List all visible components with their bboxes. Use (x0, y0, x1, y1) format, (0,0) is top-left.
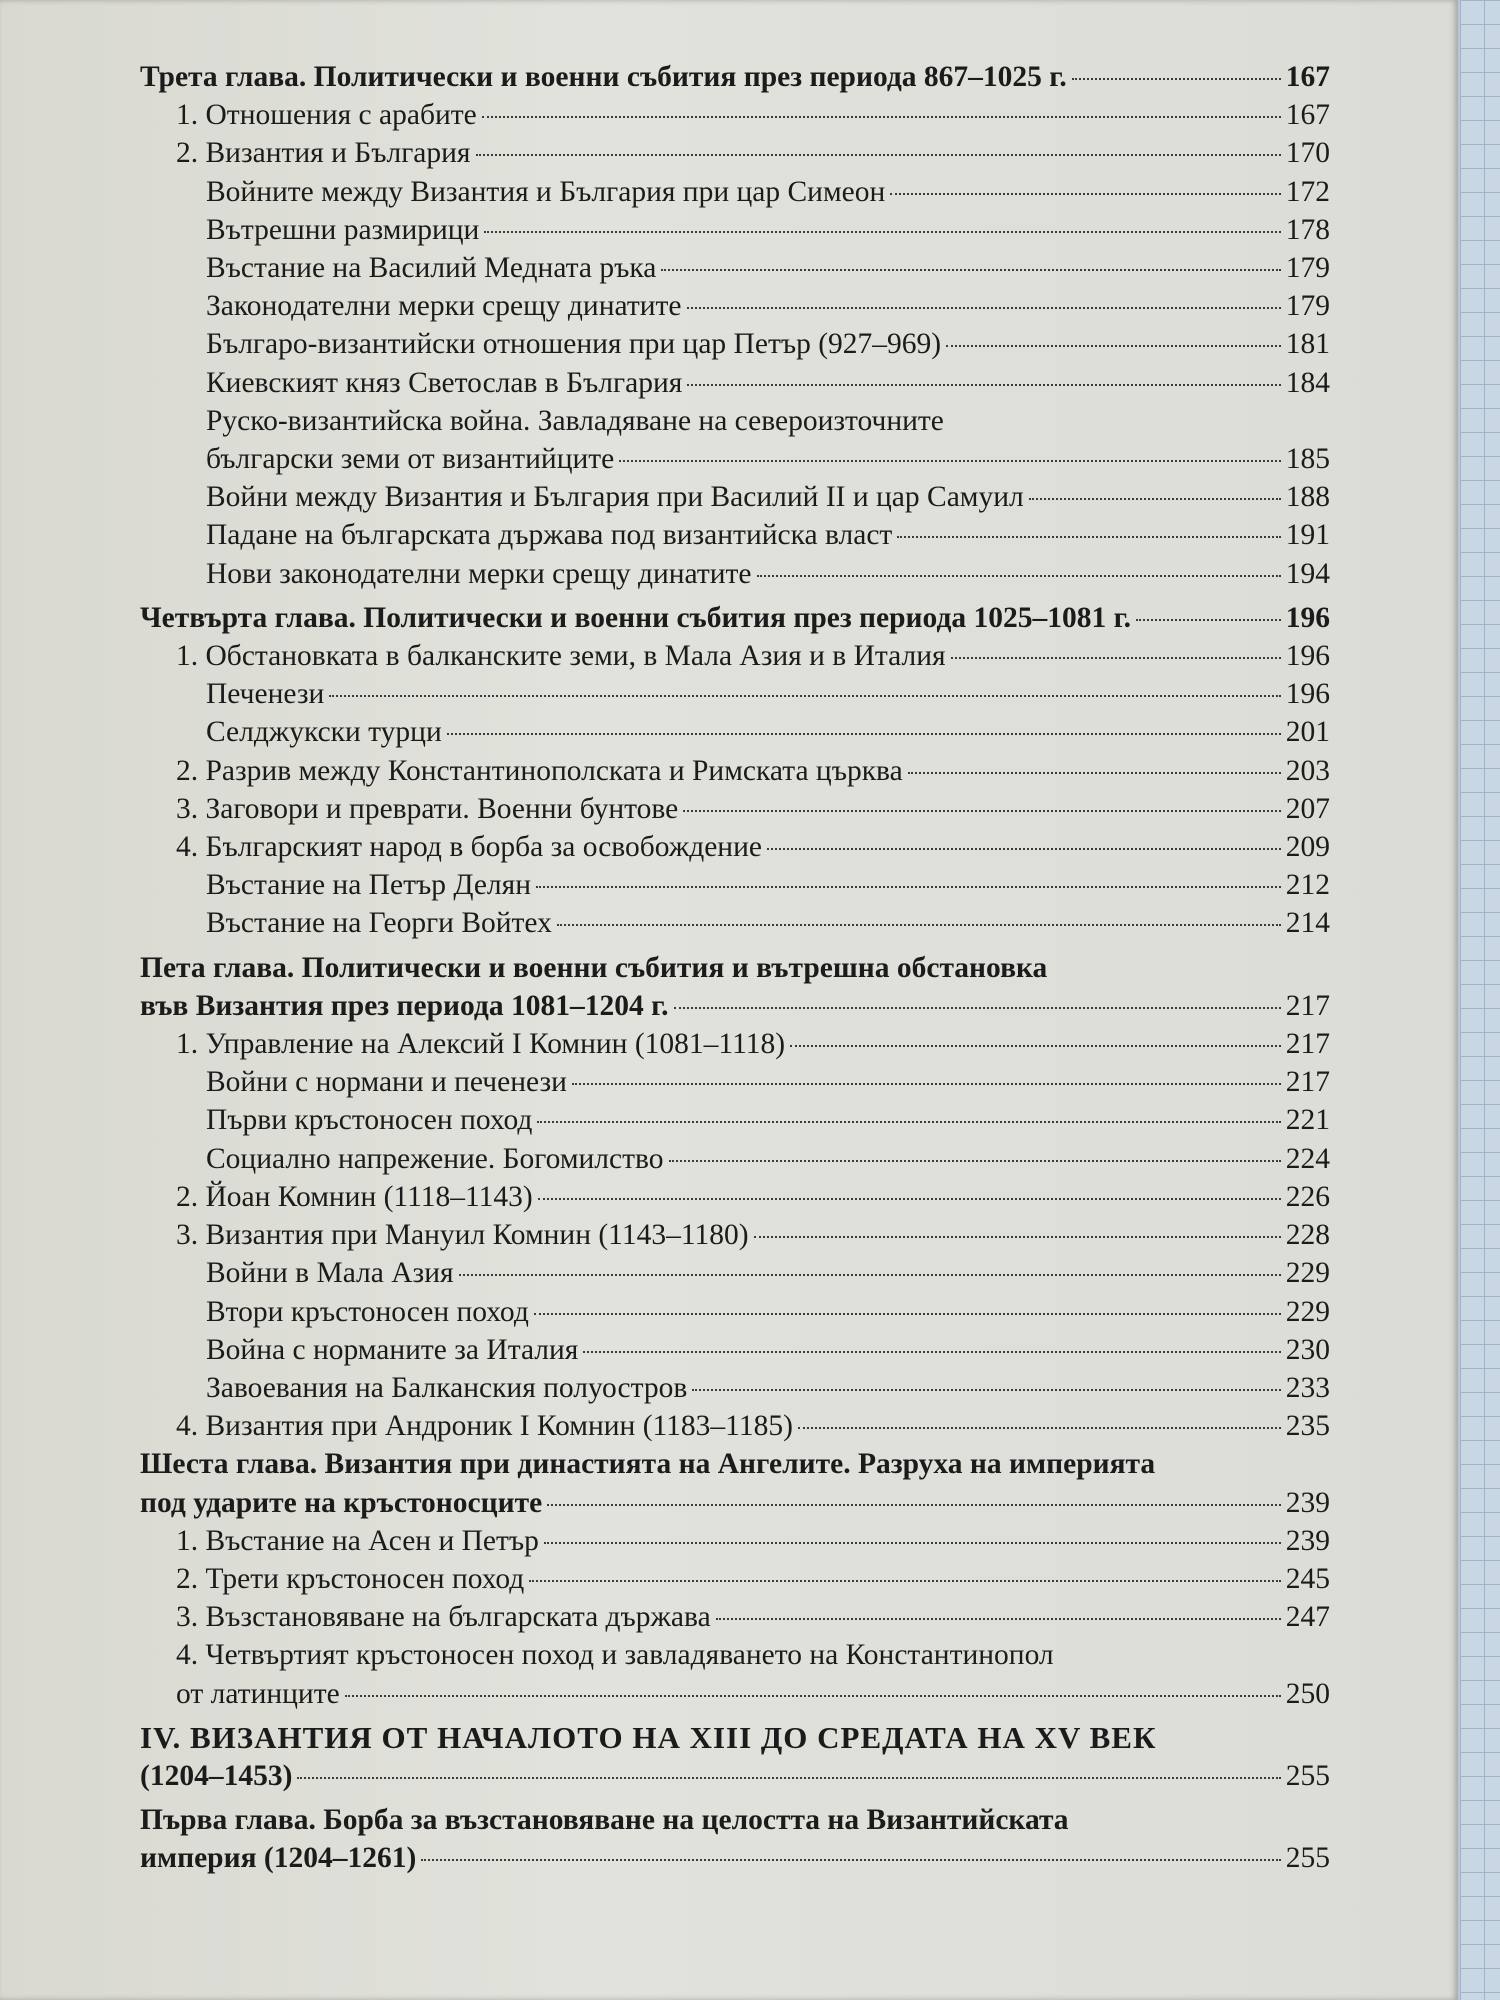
chapter-heading (140, 58, 1330, 96)
dot-leader (1029, 498, 1281, 500)
page-number: 170 (1285, 137, 1330, 170)
page-number: 214 (1285, 907, 1330, 940)
dot-leader (687, 307, 1281, 309)
toc-entry (140, 173, 1330, 211)
dot-leader (687, 384, 1280, 386)
dot-leader (536, 886, 1281, 888)
toc-entry (140, 637, 1330, 675)
entry-title: 1. Обстановката в балканските земи, в Мала Азия и в Италия (176, 640, 946, 673)
part-title: (1204–1453) (140, 1759, 293, 1792)
page-number: 221 (1285, 1104, 1330, 1137)
page-number: 194 (1285, 557, 1330, 590)
page-number: 167 (1285, 99, 1330, 132)
dot-leader (537, 1121, 1280, 1123)
dot-leader (421, 1859, 1280, 1861)
chapter-heading (140, 1484, 1330, 1522)
page-number: 217 (1285, 1066, 1330, 1099)
dot-leader (482, 116, 1281, 118)
page-number: 191 (1285, 519, 1330, 552)
entry-title: 4. Византия при Андроник I Комнин (1183–1185) (176, 1410, 793, 1443)
entry-title: Киевският княз Светослав в България (206, 366, 683, 399)
dot-leader (544, 1542, 1281, 1544)
page-number: 217 (1285, 1028, 1330, 1061)
page-number: 226 (1285, 1180, 1330, 1213)
page-number: 181 (1285, 328, 1330, 361)
page-number: 245 (1285, 1562, 1330, 1595)
chapter-heading (140, 599, 1330, 637)
chapter-heading (140, 1839, 1330, 1877)
toc-entry (140, 1140, 1330, 1178)
dot-leader (529, 1580, 1280, 1582)
toc-entry (140, 1063, 1330, 1101)
chapter-title: Трета глава. Политически и военни събития през периода 867–1025 г. (140, 61, 1067, 93)
toc-entry (140, 828, 1330, 866)
toc-entry (140, 1369, 1330, 1407)
dot-leader (908, 772, 1281, 774)
toc-entry (140, 1560, 1330, 1598)
page-number: 203 (1285, 754, 1330, 787)
dot-leader (683, 810, 1281, 812)
toc-entry (140, 790, 1330, 828)
page-number: 235 (1285, 1410, 1330, 1443)
dot-leader (1072, 78, 1281, 80)
toc-entry (140, 713, 1330, 751)
page-number: 172 (1285, 175, 1330, 208)
dot-leader (534, 1313, 1281, 1315)
page-number: 184 (1285, 366, 1330, 399)
toc-entry (140, 1254, 1330, 1292)
page-number: 255 (1285, 1842, 1330, 1875)
entry-title: Социално напрежение. Богомилство (206, 1142, 664, 1175)
page-number: 196 (1285, 640, 1330, 673)
toc-entry (140, 555, 1330, 593)
dot-leader (619, 460, 1280, 462)
toc-entry (140, 904, 1330, 942)
entry-title: Законодателни мерки срещу динатите (206, 290, 682, 323)
toc-entry (140, 1407, 1330, 1445)
toc-entry (140, 1331, 1330, 1369)
entry-title: Войни с нормани и печенези (206, 1066, 567, 1099)
dot-leader (790, 1045, 1281, 1047)
entry-title: Въстание на Георги Войтех (206, 907, 552, 940)
toc-entry (140, 866, 1330, 904)
dot-leader (669, 1160, 1281, 1162)
dot-leader (572, 1083, 1281, 1085)
chapter-title-line: Първа глава. Борба за възстановяване на целостта на Византийската (140, 1804, 1069, 1837)
page-number: 207 (1285, 792, 1330, 825)
toc-entry (140, 249, 1330, 287)
dot-leader (329, 695, 1280, 697)
page-number: 230 (1285, 1333, 1330, 1366)
dot-leader (447, 733, 1281, 735)
page-number: 196 (1285, 678, 1330, 711)
entry-title-line: Руско-византийска война. Завладяване на североизточните (206, 404, 944, 437)
entry-title: Печенези (206, 678, 325, 711)
toc-entry (140, 516, 1330, 554)
entry-title: Българо-византийски отношения при цар Петър (927–969) (206, 328, 942, 361)
entry-title: Войните между Византия и България при цар Симеон (206, 175, 886, 208)
entry-title: Войни между Византия и България при Василий II и цар Самуил (206, 481, 1024, 514)
dot-leader (538, 1198, 1281, 1200)
dot-leader (583, 1351, 1280, 1353)
entry-title: от латинците (176, 1677, 340, 1710)
page-number: 217 (1285, 989, 1330, 1022)
entry-title: Завоевания на Балканския полуостров (206, 1371, 688, 1404)
entry-title: 2. Византия и България (176, 137, 471, 170)
entry-title: 3. Заговори и преврати. Военни бунтове (176, 792, 679, 825)
page-number: 228 (1285, 1219, 1330, 1252)
entry-title: Нови законодателни мерки срещу динатите (206, 557, 752, 590)
entry-title-line: 4. Четвъртият кръстоносен поход и завладяването на Константинопол (176, 1639, 1054, 1672)
entry-title: 2. Йоан Комнин (1118–1143) (176, 1180, 533, 1213)
toc-entry (140, 134, 1330, 172)
page-number: 233 (1285, 1371, 1330, 1404)
dot-leader (767, 848, 1281, 850)
toc-entry (140, 1178, 1330, 1216)
chapter-title-line: Пета глава. Политически и военни събития и вътрешна обстановка (140, 951, 1048, 984)
dot-leader (459, 1274, 1281, 1276)
chapter-title-line: Шеста глава. Византия при династията на Ангелите. Разруха на империята (140, 1448, 1156, 1481)
toc-entry (140, 364, 1330, 402)
dot-leader (757, 575, 1281, 577)
entry-title: Война с норманите за Италия (206, 1333, 579, 1366)
chapter-heading (140, 987, 1330, 1025)
page-number: 250 (1285, 1677, 1330, 1710)
entry-title: български земи от византийците (206, 443, 615, 476)
entry-title: Войни в Мала Азия (206, 1257, 454, 1290)
dot-leader (661, 269, 1280, 271)
toc-entry (140, 287, 1330, 325)
entry-title: Въстание на Василий Медната ръка (206, 252, 657, 285)
dot-leader (476, 154, 1281, 156)
dot-leader (297, 1777, 1280, 1779)
toc-entry (140, 1101, 1330, 1139)
dot-leader (484, 231, 1280, 233)
dot-leader (557, 924, 1281, 926)
page-number: 209 (1285, 831, 1330, 864)
toc-entry (140, 325, 1330, 363)
toc-entry (140, 211, 1330, 249)
page-number: 179 (1285, 252, 1330, 285)
toc-entry (140, 1216, 1330, 1254)
page-number: 179 (1285, 290, 1330, 323)
page-number: 224 (1285, 1142, 1330, 1175)
dot-leader (716, 1618, 1281, 1620)
chapter-title: във Византия през периода 1081–1204 г. (140, 989, 669, 1022)
toc-entry (140, 752, 1330, 790)
dot-leader (754, 1236, 1281, 1238)
dot-leader (674, 1007, 1281, 1009)
chapter-title: под ударите на кръстоносците (140, 1486, 543, 1519)
dot-leader (692, 1389, 1280, 1391)
chapter-title: империя (1204–1261) (140, 1842, 417, 1875)
page-number: 212 (1285, 869, 1330, 902)
page-number: 255 (1285, 1759, 1330, 1792)
toc-entry (140, 1025, 1330, 1063)
entry-title: 1. Управление на Алексий I Комнин (1081–1118) (176, 1028, 786, 1061)
page-number: 201 (1285, 716, 1330, 749)
dot-leader (951, 657, 1281, 659)
toc-entry (140, 1675, 1330, 1713)
dot-leader (946, 345, 1281, 347)
entry-title: 1. Въстание на Асен и Петър (176, 1524, 539, 1557)
toc-entry (140, 1598, 1330, 1636)
page-number: 229 (1285, 1257, 1330, 1290)
entry-title: Вътрешни размирици (206, 213, 480, 246)
page-number: 229 (1285, 1295, 1330, 1328)
entry-title: 3. Възстановяване на българската държава (176, 1601, 711, 1634)
entry-title: Падане на българската държава под византийска власт (206, 519, 893, 552)
page-number: 185 (1285, 443, 1330, 476)
page-number: 239 (1285, 1486, 1330, 1519)
entry-title: 2. Разрив между Константинополската и Римската църква (176, 754, 903, 787)
table-of-contents (140, 58, 1330, 1878)
dot-leader (798, 1427, 1281, 1429)
toc-entry (140, 1522, 1330, 1560)
chapter-title: Четвърта глава. Политически и военни събития през периода 1025–1081 г. (140, 601, 1132, 634)
toc-entry (140, 1293, 1330, 1331)
entry-title: Селджукски турци (206, 716, 442, 749)
entry-title: Втори кръстоносен поход (206, 1295, 529, 1328)
entry-title: 3. Византия при Мануил Комнин (1143–1180) (176, 1219, 749, 1252)
page-number: 188 (1285, 481, 1330, 514)
page-number: 247 (1285, 1601, 1330, 1634)
toc-entry (140, 478, 1330, 516)
dot-leader (1136, 619, 1281, 621)
page-number: 196 (1285, 601, 1330, 634)
toc-entry (140, 675, 1330, 713)
part-heading (140, 1757, 1330, 1795)
dot-leader (890, 193, 1280, 195)
entry-title: Първи кръстоносен поход (206, 1104, 533, 1137)
entry-title: Въстание на Петър Делян (206, 869, 531, 902)
grid-paper-background (1460, 0, 1500, 2000)
page-number: 178 (1285, 213, 1330, 246)
part-title-line: IV. ВИЗАНТИЯ ОТ НАЧАЛОТО НА XIII ДО СРЕДАТА НА XV ВЕК (140, 1719, 1157, 1755)
toc-entry (140, 96, 1330, 134)
toc-entry (140, 440, 1330, 478)
dot-leader (897, 536, 1280, 538)
dot-leader (345, 1695, 1281, 1697)
page-number: 239 (1285, 1524, 1330, 1557)
dot-leader (547, 1504, 1281, 1506)
entry-title: 2. Трети кръстоносен поход (176, 1562, 525, 1595)
entry-title: 1. Отношения с арабите (176, 99, 477, 132)
page-number: 167 (1285, 61, 1330, 93)
entry-title: 4. Българският народ в борба за освобождение (176, 831, 762, 864)
